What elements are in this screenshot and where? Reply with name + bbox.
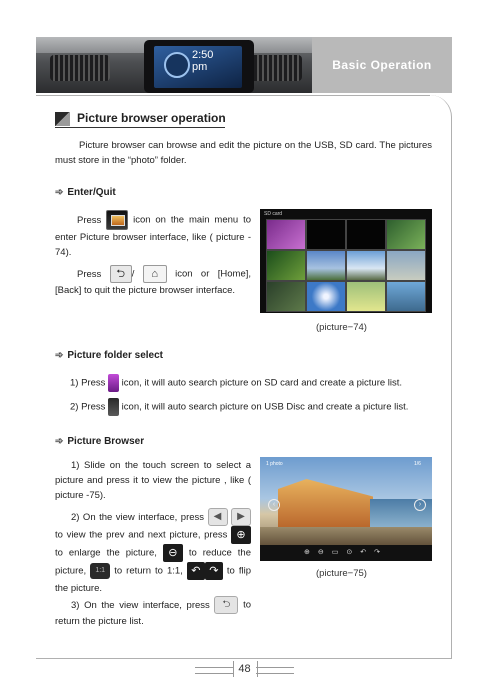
footer-rule-left: [195, 667, 233, 674]
arrow-bullet-icon: ➾: [55, 187, 64, 198]
folder-select-item-1: 1) Press icon, it will auto search picture on SD card and create a picture list.: [70, 374, 450, 392]
back-arrow-icon: ⮌: [110, 265, 132, 283]
picture-app-icon: [106, 210, 128, 230]
sd-card-icon: [108, 374, 119, 392]
page-number: 48: [238, 663, 251, 675]
browser-paragraph-2: 2) On the view interface, press ◀ ▶ to view the prev and next picture, press ⊕ to enlarge the picture, ⊖ to reduce the picture, 1:1 to return to 1:1, ↶ ↷ to flip the picture.: [55, 508, 251, 597]
folder-select-item-2: 2) Press icon, it will auto search picture on USB Disc and create a picture list.: [70, 398, 450, 416]
flip-right-icon: ↷: [205, 562, 223, 580]
footer-rule-right: [256, 667, 294, 674]
return-icon: ⮌: [214, 596, 238, 614]
enter-quit-heading: ➾ Enter/Quit: [55, 187, 116, 198]
folder-select-heading: ➾ Picture folder select: [55, 350, 163, 361]
home-icon: ⌂: [143, 265, 167, 283]
header-title: Basic Operation: [332, 58, 432, 72]
enter-paragraph: Press icon on the main menu to enter Picture browser interface, like ( picture - 74).: [55, 210, 251, 260]
section-title: Picture browser operation: [77, 111, 226, 125]
header-clock: 2:50 pm: [192, 49, 214, 73]
arrow-bullet-icon: ➾: [55, 436, 64, 447]
flip-left-icon: ↶: [187, 562, 205, 580]
picture-page-label: 1/6: [414, 461, 421, 467]
prev-icon: ◀: [208, 508, 228, 526]
next-overlay-icon[interactable]: ›: [414, 499, 426, 511]
picture-file-label: 1 photo: [266, 461, 283, 467]
next-icon: ▶: [231, 508, 251, 526]
header-photo: [36, 37, 312, 93]
picture-74-caption: (picture−74): [316, 322, 367, 333]
intro-paragraph: Picture browser can browse and edit the picture on the USB, SD card. The pictures must store in the “photo” folder.: [55, 140, 432, 166]
viewer-toolbar: ⊕⊖▭⊙↶↷: [260, 545, 432, 561]
one-to-one-icon: 1:1: [90, 563, 110, 579]
browser-heading: ➾ Picture Browser: [55, 436, 145, 447]
prev-overlay-icon[interactable]: ‹: [268, 499, 280, 511]
browser-paragraph-1: 1) Slide on the touch screen to select a picture and press it to view the picture , like ( picture -75).: [55, 460, 251, 501]
picture-75-screenshot: [260, 457, 432, 561]
picture-74-screenshot: [260, 209, 432, 313]
frame-top-line: [36, 95, 430, 96]
picture-75-caption: (picture−75): [316, 568, 367, 579]
zoom-in-icon: ⊕: [231, 526, 251, 544]
browser-paragraph-3: 3) On the view interface, press ⮌ to return the picture list.: [55, 596, 251, 629]
usb-icon: [108, 398, 119, 416]
arrow-bullet-icon: ➾: [55, 350, 64, 361]
sd-card-label: SD card: [264, 211, 283, 217]
section-underline: [55, 127, 225, 128]
zoom-out-icon: ⊖: [163, 544, 183, 562]
quit-paragraph: Press ⮌ / ⌂ icon or [Home], [Back] to quit the picture browser interface.: [55, 265, 251, 298]
